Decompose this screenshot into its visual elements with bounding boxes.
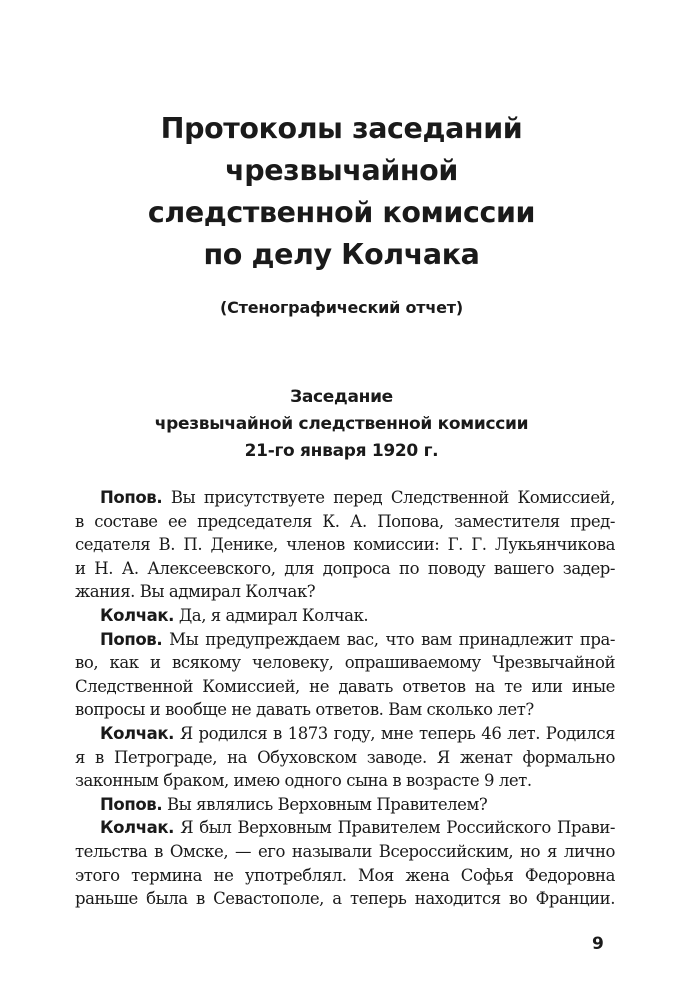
- paragraph-line: раньше была в Севастополе, а теперь находится во Франции.: [75, 889, 615, 909]
- paragraph-line: Следственной Комиссией, не давать ответов на те или иные: [75, 676, 615, 696]
- title-line: Протоколы заседаний: [160, 112, 523, 145]
- document-title: [0, 108, 683, 276]
- line-text: Я был Верховным Правителем Российского Прави-: [174, 818, 615, 838]
- speaker-name: Попов.: [100, 794, 163, 814]
- paragraph-line: [75, 816, 615, 840]
- paragraph-line: тельства в Омске, — его называли Всероссийским, но я лично: [75, 841, 615, 861]
- transcript-body: [75, 486, 615, 911]
- line-text: Я родился в 1873 году, мне теперь 46 лет. Родился: [174, 723, 615, 743]
- speaker-name: Колчак.: [100, 818, 175, 838]
- paragraph-line: этого термина не употреблял. Моя жена Софья Федоровна: [75, 865, 615, 885]
- paragraph-line: во, как и всякому человеку, опрашиваемому Чрезвычайной: [75, 653, 615, 673]
- speaker-name: Попов.: [100, 629, 163, 649]
- paragraph-line: в составе ее председателя К. А. Попова, заместителя пред-: [75, 511, 615, 531]
- paragraph-line: жания. Вы адмирал Колчак?: [75, 582, 316, 602]
- session-line: 21-го января 1920 г.: [244, 441, 439, 461]
- paragraph-line: [75, 486, 615, 510]
- session-line: чрезвычайной следственной комиссии: [154, 414, 529, 434]
- speaker-name: Колчак.: [100, 605, 175, 625]
- paragraph-line: вопросы и вообще не давать ответов. Вам сколько лет?: [75, 700, 534, 720]
- line-text: Да, я адмирал Колчак.: [174, 605, 369, 625]
- paragraph-line: и Н. А. Алексеевского, для допроса по поводу вашего задер-: [75, 558, 615, 578]
- paragraph-line: [75, 628, 615, 652]
- title-line: следственной комиссии: [147, 196, 536, 229]
- paragraph-line: законным браком, имею одного сына в возрасте 9 лет.: [75, 771, 532, 791]
- title-line: по делу Колчака: [203, 238, 480, 271]
- page-number: 9: [592, 934, 604, 954]
- paragraph-line: [75, 793, 615, 817]
- paragraph-line: я в Петрограде, на Обуховском заводе. Я женат формально: [75, 747, 615, 767]
- document-subtitle: (Стенографический отчет): [220, 298, 463, 317]
- line-text: Вы являлись Верховным Правителем?: [162, 794, 488, 814]
- session-heading: [0, 384, 683, 465]
- speaker-name: Колчак.: [100, 723, 175, 743]
- paragraph-line: [75, 604, 615, 628]
- line-text: Мы предупреждаем вас, что вам принадлежит пра-: [162, 629, 615, 649]
- title-line: чрезвычайной: [225, 154, 458, 187]
- line-text: Вы присутствуете перед Следственной Комиссией,: [162, 488, 615, 507]
- paragraph-line: седателя В. П. Денике, членов комиссии: Г. Г. Лукьянчикова: [75, 535, 615, 555]
- session-line: Заседание: [290, 387, 393, 407]
- speaker-name: Попов.: [100, 488, 163, 507]
- paragraph-line: [75, 722, 615, 746]
